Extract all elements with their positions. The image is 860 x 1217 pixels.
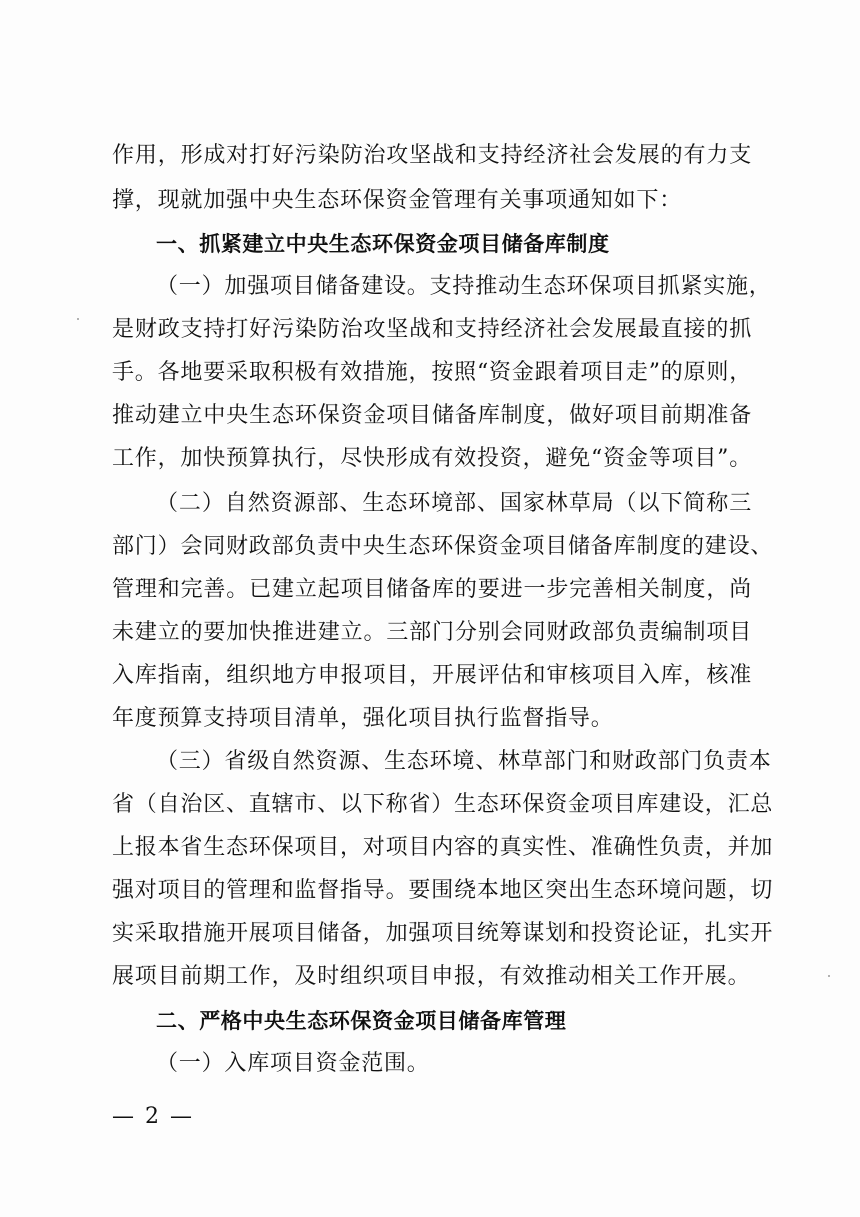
body-line: 展项目前期工作，及时组织项目申报，有效推动相关工作开展。 (112, 964, 751, 989)
section-heading: 二、严格中央生态环保资金项目储备库管理 (156, 1009, 567, 1033)
body-line: 撑，现就加强中央生态环保资金管理有关事项通知如下： (112, 188, 683, 213)
body-line: 入库指南，组织地方申报项目，开展评估和审核项目入库，核准 (112, 663, 752, 688)
paragraph-first-line: （二）自然资源部、生态环境部、国家林草局（以下简称三 (156, 491, 752, 516)
section-heading: 一、抓紧建立中央生态环保资金项目储备库制度 (156, 232, 610, 256)
paragraph-first-line: （一）加强项目储备建设。支持推动生态环保项目抓紧实施， (156, 274, 772, 299)
paragraph-first-line: （三）省级自然资源、生态环境、林草部门和财政部门负责本 (156, 749, 772, 774)
body-line: 未建立的要加快推进建立。三部门分别会同财政部负责编制项目 (112, 620, 752, 645)
body-line: 作用，形成对打好污染防治攻坚战和支持经济社会发展的有力支 (112, 143, 752, 168)
body-line: 强对项目的管理和监督指导。要围绕本地区突出生态环境问题，切 (112, 878, 774, 903)
scan-speck (828, 975, 830, 977)
subsection-heading: （一）入库项目资金范围。 (156, 1051, 430, 1076)
body-line: 部门）会同财政部负责中央生态环保资金项目储备库制度的建设、 (112, 534, 774, 559)
body-line: 管理和完善。已建立起项目储备库的要进一步完善相关制度，尚 (112, 577, 752, 602)
body-line: 手。各地要采取积极有效措施，按照“资金跟着项目走”的原则， (112, 360, 752, 385)
body-line: 工作，加快预算执行，尽快形成有效投资，避免“资金等项目”。 (112, 446, 752, 471)
body-line: 省（自治区、直辖市、以下称省）生态环保资金项目库建设，汇总 (112, 792, 774, 817)
body-line: 实采取措施开展项目储备，加强项目统筹谋划和投资论证，扎实开 (112, 921, 774, 946)
scan-speck (77, 318, 79, 320)
body-line: 推动建立中央生态环保资金项目储备库制度，做好项目前期准备 (112, 403, 752, 428)
body-line: 是财政支持打好污染防治攻坚战和支持经济社会发展最直接的抓 (112, 317, 752, 342)
body-line: 年度预算支持项目清单，强化项目执行监督指导。 (112, 706, 614, 731)
page-number: — 2 — (112, 1104, 194, 1129)
body-line: 上报本省生态环保项目，对项目内容的真实性、准确性负责，并加 (112, 835, 774, 860)
